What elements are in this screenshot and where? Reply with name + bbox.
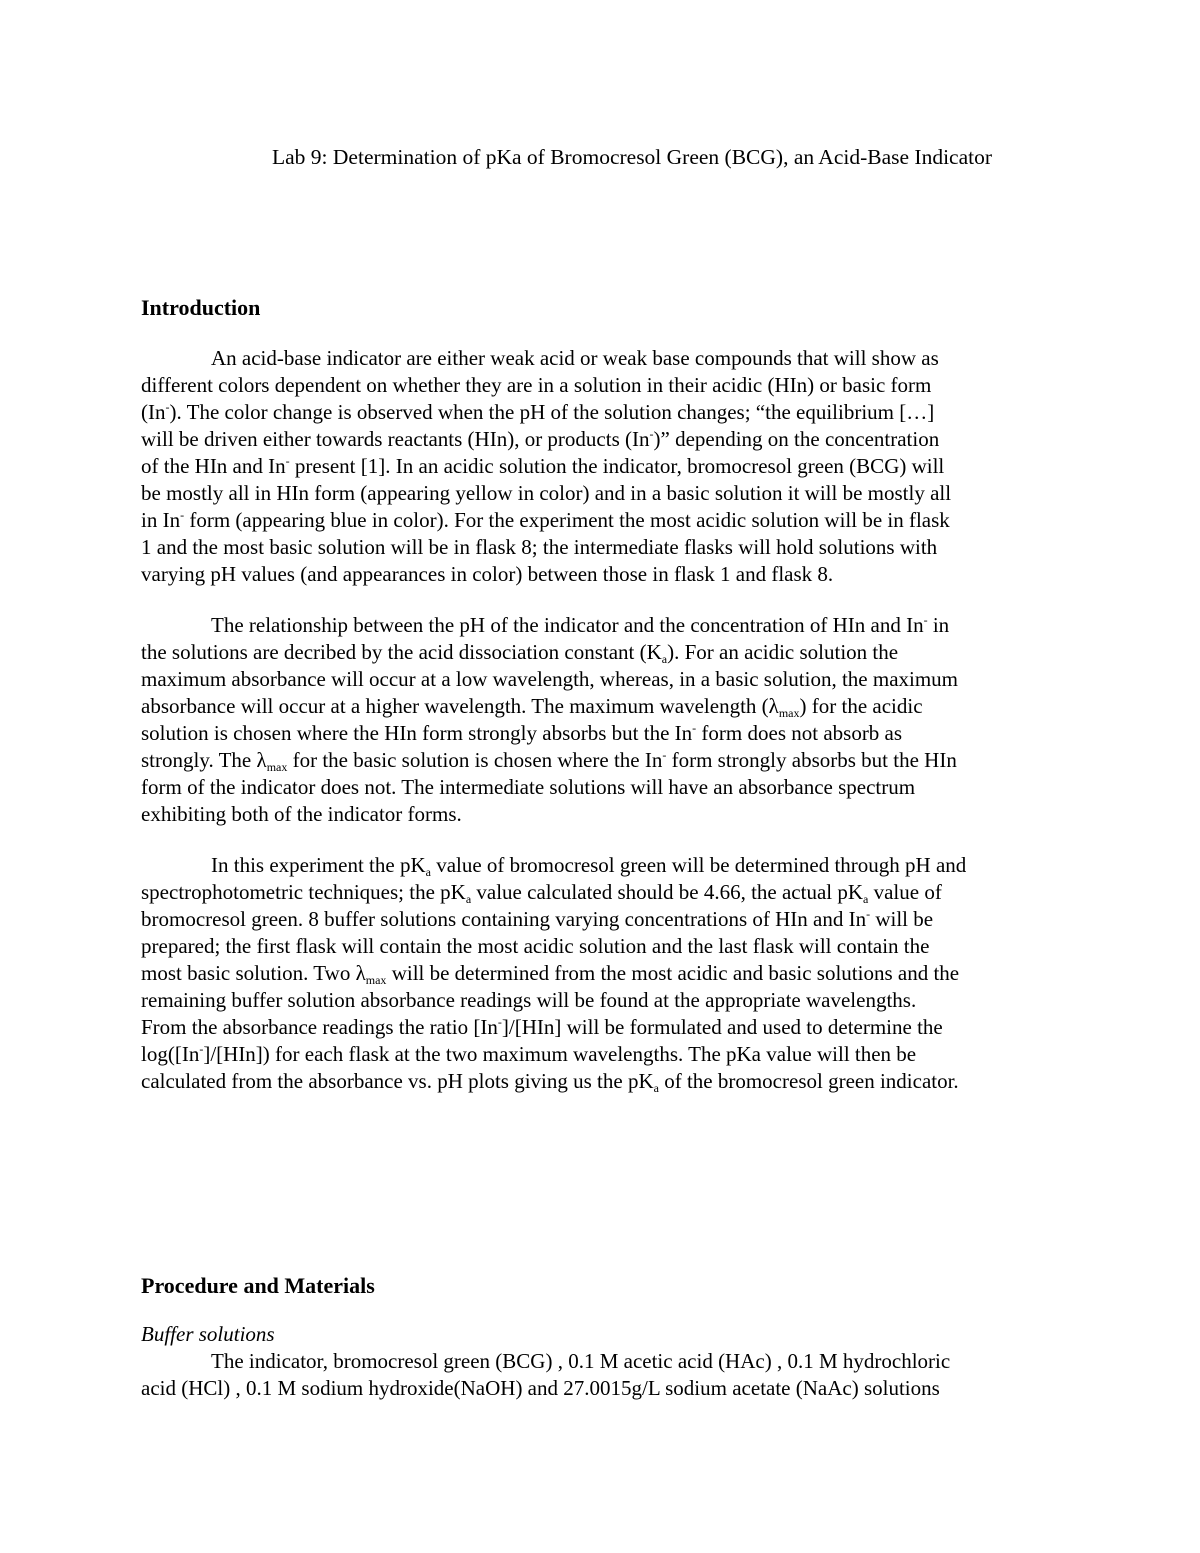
text-line: spectrophotometric techniques; the $pK_a$ value calculated should be 4.66, the actual $pK_a$ value of [141,880,942,906]
text-line: 1 and the most basic solution will be in flask 8; the intermediate flasks will hold solutions with [141,535,938,559]
superscript: - [866,907,871,921]
text-line: be mostly all in HIn form (appearing yellow in color) and in a basic solution it will be mostly all [141,481,952,505]
text-line: maximum absorbance will occur at a low wavelength, whereas, in a basic solution, the maximum [141,667,959,691]
text-line: exhibiting both of the indicator forms. [141,802,462,826]
subscript: a [863,892,869,906]
document-title: Lab 9: Determination of pKa of Bromocresol Green (BCG), an Acid-Base Indicator [272,145,993,169]
text-line: absorbance will occur at a higher wavelength. The maximum wavelength $(\lambda_{max})$ for the acidic [141,694,923,720]
text-line: The relationship between the pH of the indicator and the concentration of HIn and In- in [211,613,950,637]
subscript: a [465,892,472,906]
subscript: max [778,706,800,720]
superscript: - [662,748,667,762]
text-line: An acid-base indicator are either weak acid or weak base compounds that will show as [211,346,939,370]
text-line: From the absorbance readings the ratio [In-]/[HIn] will be formulated and used to determine the [141,1015,943,1039]
text-line: remaining buffer solution absorbance readings will be found at the appropriate wavelengths. [141,988,917,1012]
text-line: bromocresol green. 8 buffer solutions containing varying concentrations of HIn and In- will be [141,907,934,931]
intro-paragraph-1 [141,345,1071,588]
text-line: acid (HCl) , 0.1 M sodium hydroxide(NaOH) and 27.0015g/L sodium acetate (NaAc) solutions [141,1376,940,1400]
superscript: - [165,400,170,414]
text-line: most basic solution. Two $\lambda_{max}$ will be determined from the most acidic and basic solutions and the [141,961,960,987]
lambda-symbol: λ [355,961,366,985]
text-line: varying pH values (and appearances in color) between those in flask 1 and flask 8. [141,562,834,586]
text-line: strongly. The $\lambda_{max}$ for the basic solution is chosen where the In- form strongly absorbs but the HIn [141,748,957,774]
subscript: max [365,973,387,987]
text-line: The indicator, bromocresol green (BCG) , 0.1 M acetic acid (HAc) , 0.1 M hydrochloric [211,1349,951,1373]
procedure-paragraph-1 [141,1348,1071,1402]
text-line: prepared; the first flask will contain the most acidic solution and the last flask will contain the [141,934,930,958]
text-line: In this experiment the $pK_a$ value of bromocresol green will be determined through pH and [211,853,967,879]
superscript: - [285,454,290,468]
superscript: - [649,427,654,441]
superscript: - [180,508,185,522]
superscript: - [497,1015,502,1029]
text-line: in In- form (appearing blue in color). For the experiment the most acidic solution will be in flask [141,508,950,532]
subscript: a [425,865,431,879]
intro-paragraph-3 [141,852,1071,1095]
text-line: calculated from the absorbance vs. pH plots giving us the $pK_a$ of the bromocresol green indicator. [141,1069,959,1095]
subscript: a [653,1081,659,1095]
text-line: form of the indicator does not. The intermediate solutions will have an absorbance spectrum [141,775,916,799]
text-line: of the HIn and In- present [1]. In an acidic solution the indicator, bromocresol green (BCG) will [141,454,945,478]
text-line: the solutions are decribed by the acid dissociation constant $(K_a)$. For an acidic solution the [141,640,899,666]
buffer-solutions-subheading: Buffer solutions [141,1322,275,1346]
superscript: - [692,721,697,735]
text-line: log([In-]/[HIn]) for each flask at the two maximum wavelengths. The pKa value will then be [141,1042,917,1066]
subscript: max [266,760,288,774]
intro-paragraph-2 [141,612,1071,828]
introduction-heading: Introduction [141,295,261,320]
superscript: - [923,613,928,627]
text-line: solution is chosen where the HIn form strongly absorbs but the In- form does not absorb as [141,721,903,745]
subscript: a [661,652,668,666]
lambda-symbol: λ [768,694,779,718]
text-line: will be driven either towards reactants (HIn), or products (In-)” depending on the concentration [141,427,940,451]
lambda-symbol: λ [256,748,267,772]
text-line: (In-). The color change is observed when the pH of the solution changes; “the equilibrium […] [141,400,935,424]
superscript: - [199,1042,204,1056]
procedure-heading: Procedure and Materials [141,1273,375,1298]
text-line: different colors dependent on whether they are in a solution in their acidic (HIn) or basic form [141,373,932,397]
